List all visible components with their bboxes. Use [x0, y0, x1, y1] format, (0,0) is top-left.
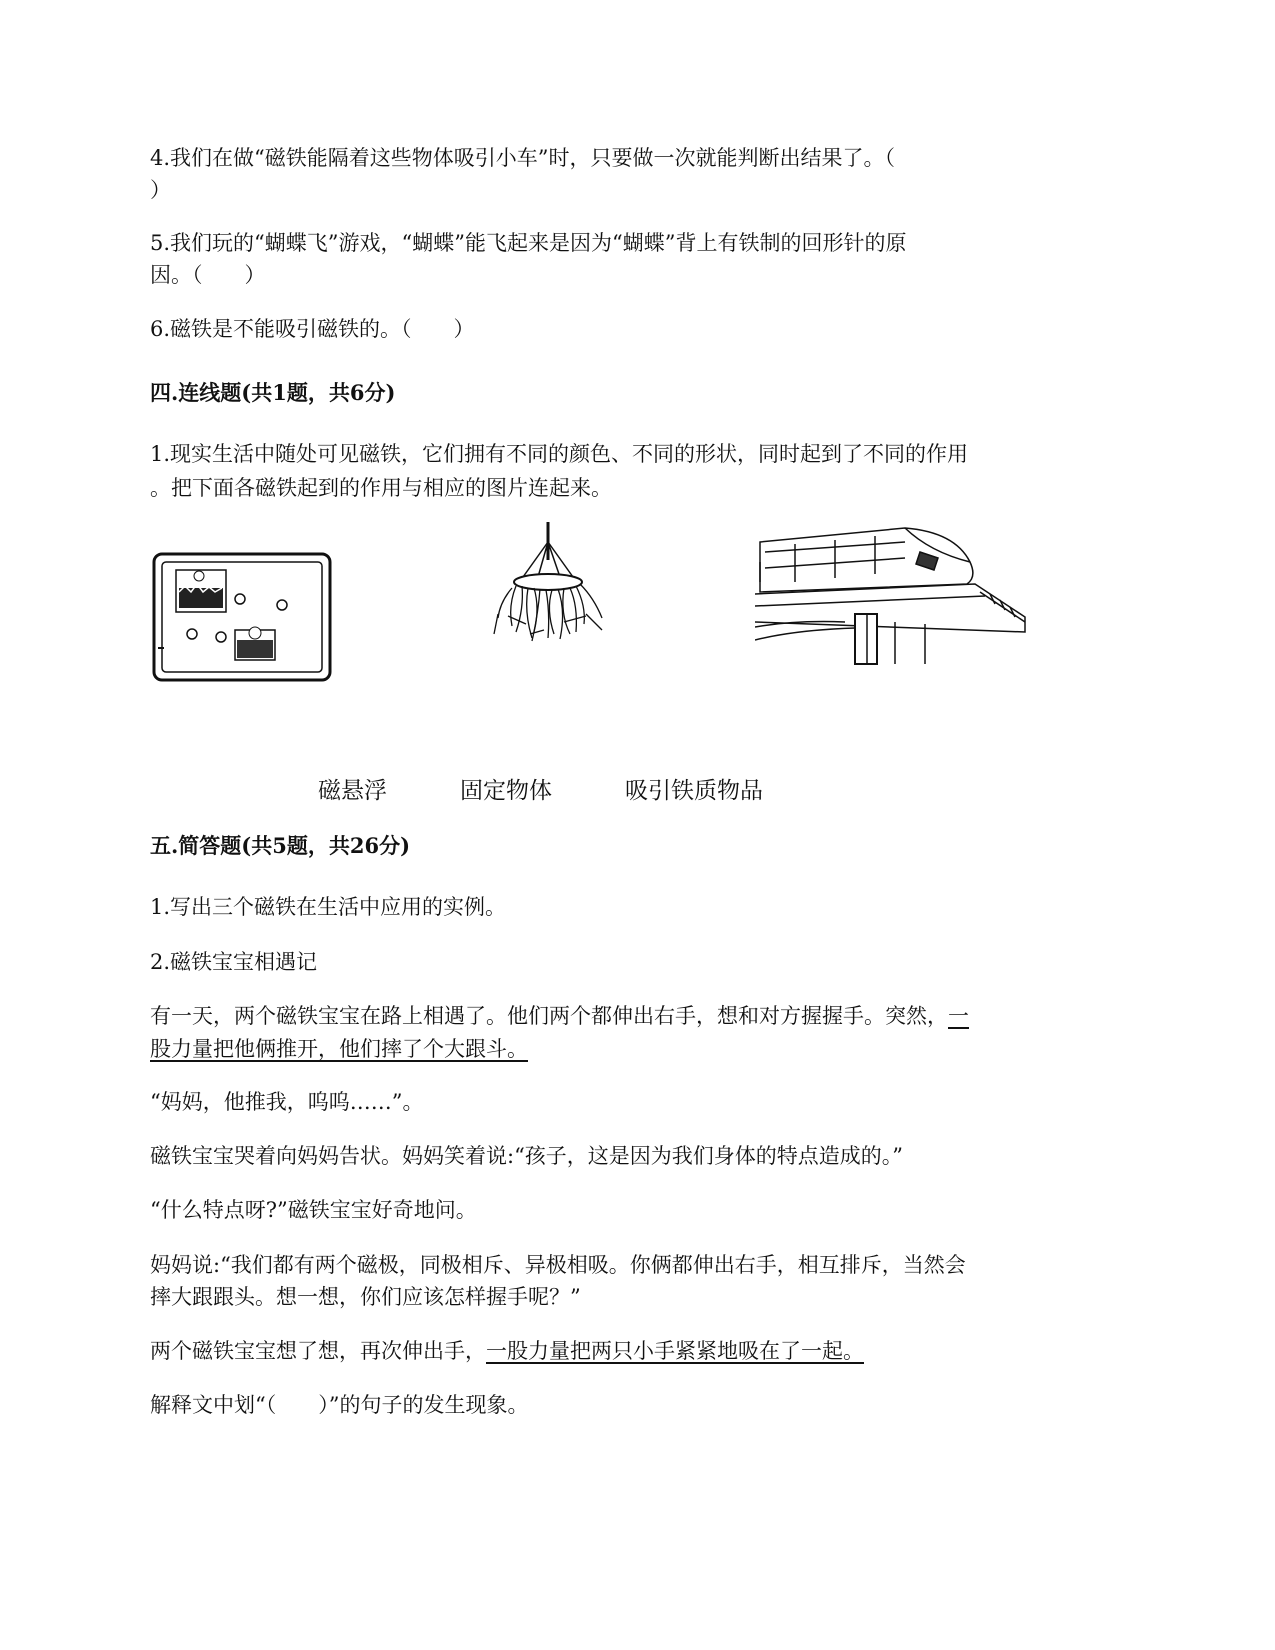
question-4-line-2: ）	[150, 178, 171, 202]
story-paragraph-1-text: 有一天，两个磁铁宝宝在路上相遇了。他们两个都伸出右手，想和对方握握手。突然，	[150, 1004, 948, 1028]
question-4-line-1: 4.我们在做“磁铁能隔着这些物体吸引小车”时，只要做一次就能判断出结果了。（	[150, 146, 896, 170]
underlined-sentence-1-start: 一	[948, 1004, 969, 1028]
story-paragraph-6-text: 两个磁铁宝宝想了想，再次伸出手，	[150, 1339, 486, 1363]
short-answer-question-1: 1.写出三个磁铁在生活中应用的实例。	[150, 895, 507, 919]
label-fix-objects: 固定物体	[460, 778, 552, 804]
question-5-line-2: 因。（ ）	[150, 263, 266, 287]
question-6: 6.磁铁是不能吸引磁铁的。（ ）	[150, 317, 475, 341]
story-paragraph-5-line-1: 妈妈说:“我们都有两个磁极，同极相斥、异极相吸。你俩都伸出右手，相互排斥，当然会	[150, 1253, 966, 1277]
story-question-prompt: 解释文中划“（ ）”的句子的发生现象。	[150, 1393, 529, 1417]
story-paragraph-6	[150, 1335, 1125, 1367]
story-paragraph-2: “妈妈，他推我，呜呜……”。	[150, 1090, 424, 1114]
story-paragraph-4: “什么特点呀?”磁铁宝宝好奇地问。	[150, 1198, 477, 1222]
story-paragraph-3: 磁铁宝宝哭着向妈妈告状。妈妈笑着说:“孩子，这是因为我们身体的特点造成的。”	[150, 1144, 904, 1168]
magnetic-whiteboard-image	[148, 548, 338, 688]
story-paragraph-1-line-1	[150, 1000, 1125, 1032]
story-paragraph-1-line-2	[150, 1033, 1125, 1065]
maglev-train-image	[755, 522, 1030, 672]
section-4-heading: 四.连线题(共1题，共6分)	[150, 380, 396, 405]
matching-question-line-1: 1.现实生活中随处可见磁铁，它们拥有不同的颜色、不同的形状，同时起到了不同的作用	[150, 442, 969, 466]
question-5-line-1: 5.我们玩的“蝴蝶飞”游戏，“蝴蝶”能飞起来是因为“蝴蝶”背上有铁制的回形针的原	[150, 231, 907, 255]
label-maglev: 磁悬浮	[318, 778, 387, 804]
story-paragraph-5-line-2: 摔大跟跟头。想一想，你们应该怎样握手呢？”	[150, 1285, 581, 1309]
underlined-sentence-1-end: 股力量把他俩推开，他们摔了个大跟斗。	[150, 1037, 528, 1061]
matching-question-line-2: 。把下面各磁铁起到的作用与相应的图片连起来。	[150, 476, 612, 500]
label-attract-iron-items: 吸引铁质物品	[625, 778, 763, 804]
section-5-heading: 五.简答题(共5题，共26分)	[150, 833, 411, 858]
short-answer-question-2-title: 2.磁铁宝宝相遇记	[150, 950, 318, 974]
underlined-sentence-2: 一股力量把两只小手紧紧地吸在了一起。	[486, 1339, 864, 1363]
electromagnet-crane-image	[468, 522, 628, 662]
